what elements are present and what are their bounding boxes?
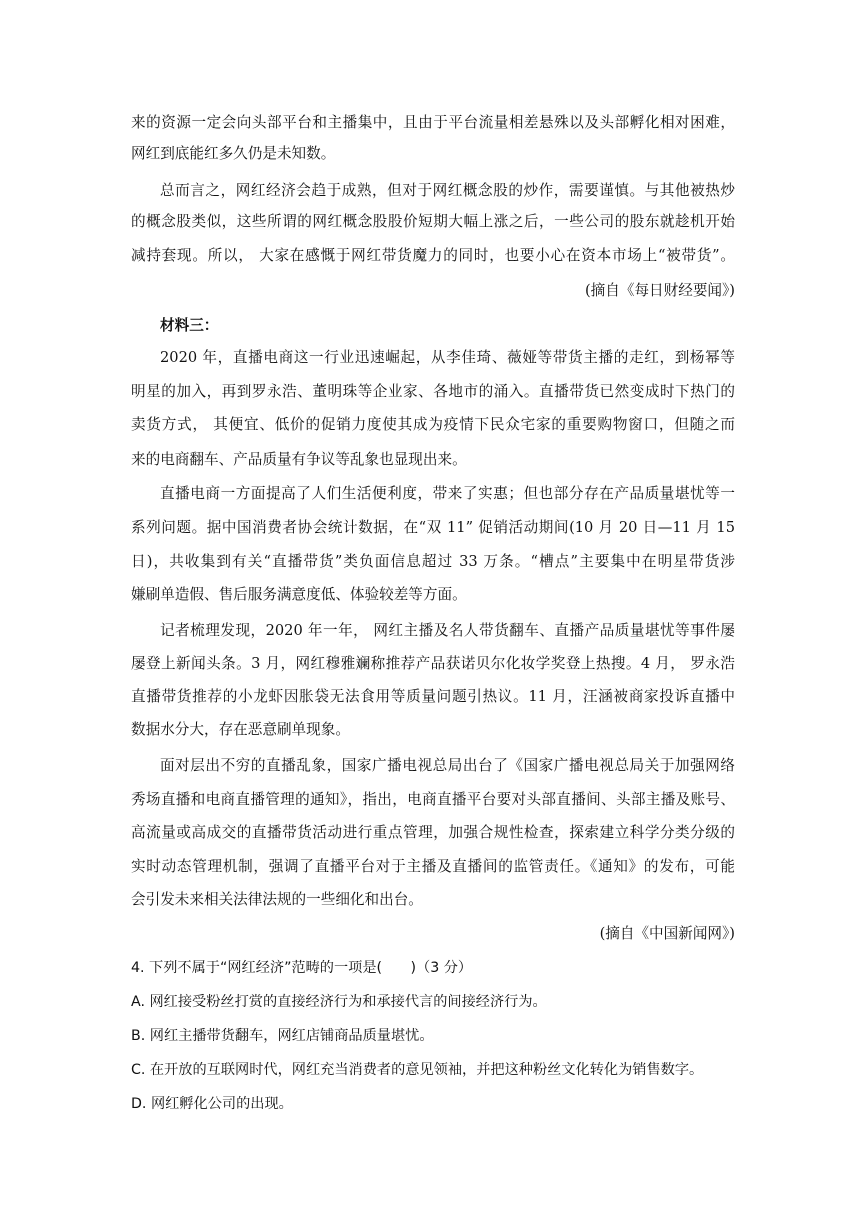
- text-line: 系列问题。据中国消费者协会统计数据，在“双 11” 促销活动期间(10 月 20 日—11 月 15: [131, 519, 735, 536]
- text-line: 秀场直播和电商直播管理的通知》，指出，电商直播平台要对头部直播间、头部主播及账号、: [131, 791, 735, 808]
- text-line: 网红到底能红多久仍是未知数。: [131, 145, 336, 162]
- option-d: D. 网红孵化公司的出现。: [131, 1096, 293, 1112]
- paragraph-start: 直播电商一方面提高了人们生活便利度，带来了实惠；但也部分存在产品质量堪忧等一: [160, 485, 735, 502]
- section-heading: 材料三：: [160, 317, 219, 334]
- text-line: 数据水分大，存在恶意刷单现象。: [131, 721, 350, 738]
- option-a: A. 网红接受粉丝打赏的直接经济行为和承接代言的间接经济行为。: [131, 994, 547, 1010]
- source-citation: (摘自《中国新闻网》): [599, 925, 735, 942]
- text-line: 屡登上新闻头条。3 月，网红穆雅斓称推荐产品获诺贝尔化妆学奖登上热搜。4 月， 罗永浩: [131, 655, 735, 672]
- text-line: 来的资源一定会向头部平台和主播集中，且由于平台流量相差悬殊以及头部孵化相对困难，: [131, 114, 735, 131]
- text-line: 直播带货推荐的小龙虾因胀袋无法食用等质量问题引热议。11 月，汪涵被商家投诉直播中: [131, 688, 735, 705]
- text-line: 卖货方式， 其便宜、低价的促销力度使其成为疫情下民众宅家的重要购物窗口，但随之而: [131, 416, 735, 433]
- paragraph-start: 总而言之，网红经济会趋于成熟，但对于网红概念股的炒作，需要谨慎。与其他被热炒: [160, 182, 735, 199]
- text-line: 实时动态管理机制，强调了直播平台对于主播及直播间的监管责任。《通知》的发布，可能: [131, 858, 735, 875]
- source-citation: (摘自《每日财经要闻》): [584, 282, 735, 299]
- text-line: 嫌刷单造假、售后服务满意度低、体验较差等方面。: [131, 586, 467, 603]
- paragraph-start: 面对层出不穷的直播乱象，国家广播电视总局出台了《国家广播电视总局关于加强网络: [160, 757, 735, 774]
- text-line: 明星的加入，再到罗永浩、董明珠等企业家、各地市的涌入。直播带货已然变成时下热门的: [131, 383, 735, 400]
- paragraph-start: 记者梳理发现，2020 年一年， 网红主播及名人带货翻车、直播产品质量堪忧等事件屡: [160, 622, 735, 639]
- text-line: 减持套现。所以， 大家在感慨于网红带货魔力的同时，也要小心在资本市场上“被带货”。: [131, 247, 735, 264]
- paragraph-start: 2020 年，直播电商这一行业迅速崛起，从李佳琦、薇娅等带货主播的走红，到杨幂等: [160, 349, 735, 366]
- text-line: 会引发未来相关法律法规的一些细化和出台。: [131, 891, 423, 908]
- option-c: C. 在开放的互联网时代，网红充当消费者的意见领袖，并把这种粉丝文化转化为销售数字。: [131, 1062, 704, 1078]
- option-b: B. 网红主播带货翻车，网红店铺商品质量堪忧。: [131, 1028, 434, 1044]
- text-line: 高流量或高成交的直播带货活动进行重点管理，加强合规性检查，探索建立科学分类分级的: [131, 824, 735, 841]
- text-line: 的概念股类似，这些所谓的网红概念股股价短期大幅上涨之后，一些公司的股东就趁机开始: [131, 213, 735, 230]
- text-line: 来的电商翻车、产品质量有争议等乱象也显现出来。: [131, 451, 467, 468]
- text-line: 日)，共收集到有关“直播带货”类负面信息超过 33 万条。“槽点”主要集中在明星带货涉: [131, 553, 735, 570]
- question-stem: 4. 下列不属于“网红经济”范畴的一项是( )（3 分）: [131, 960, 473, 976]
